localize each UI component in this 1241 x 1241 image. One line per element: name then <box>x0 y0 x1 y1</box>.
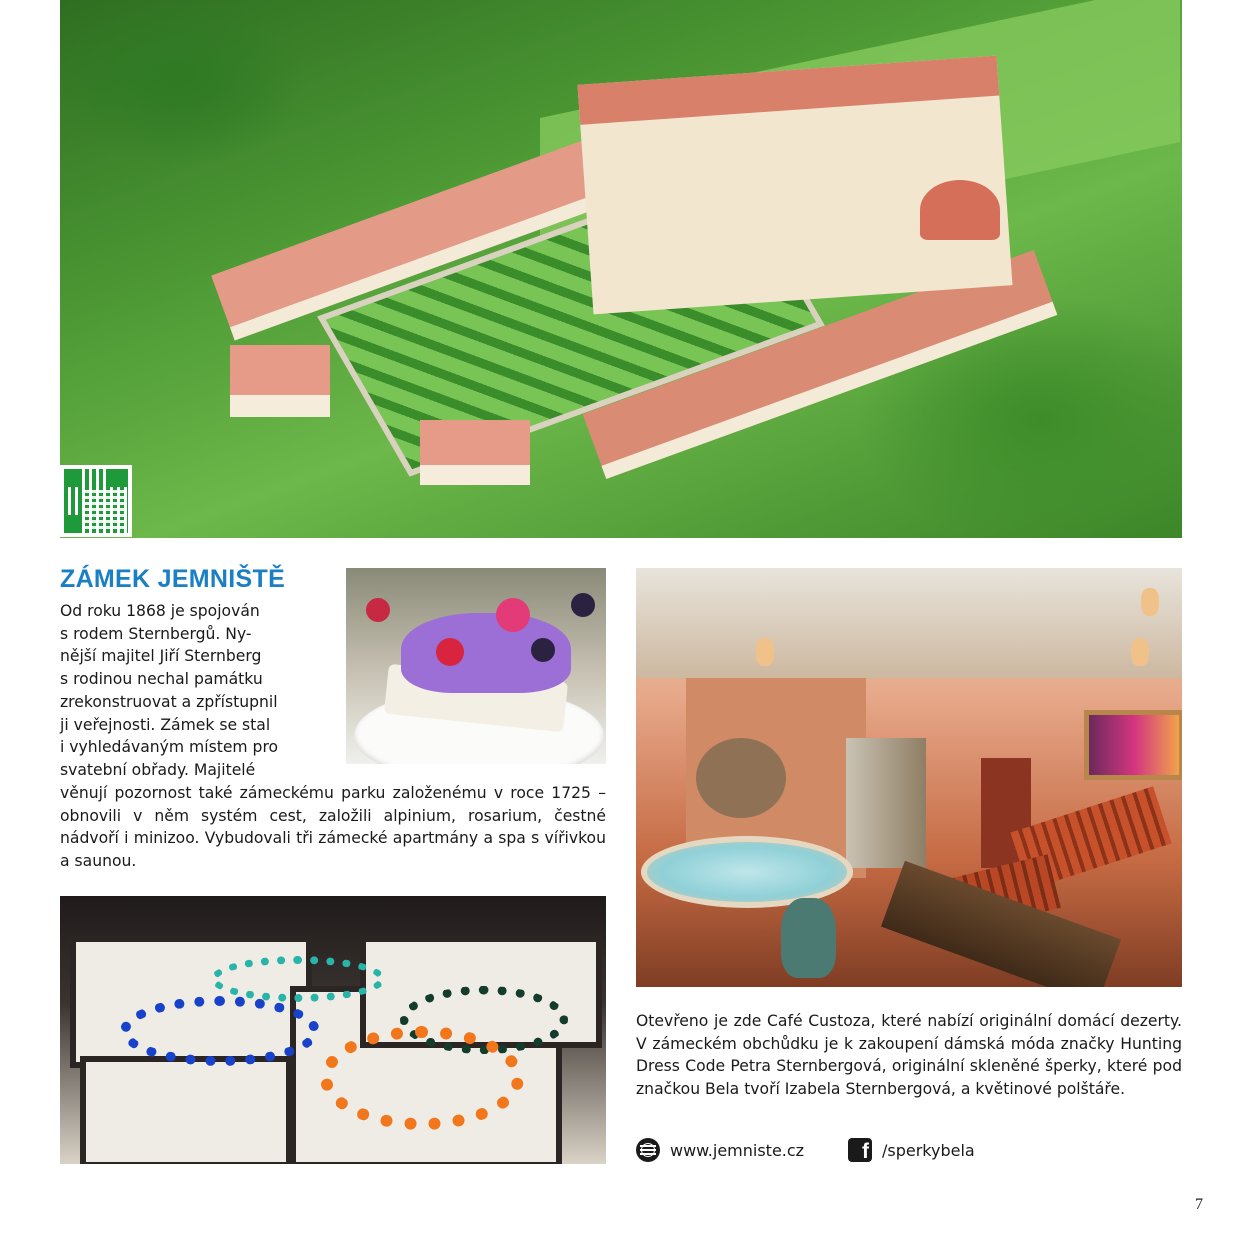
photo-lantern <box>1131 638 1149 666</box>
photo-painting <box>1084 710 1182 780</box>
intro-line: svatební obřady. Majitelé <box>60 760 256 779</box>
intro-paragraph <box>60 600 318 782</box>
photo-chapel-dome <box>920 180 1000 240</box>
photo-jewellery-box <box>80 1056 292 1164</box>
chateau-aerial-photo <box>60 0 1182 538</box>
globe-icon <box>636 1138 660 1162</box>
photo-ceiling <box>636 568 1182 678</box>
photo-blue-necklace <box>120 996 320 1066</box>
intro-line: Od roku 1868 je spojován <box>60 602 260 620</box>
qr-code-pattern <box>64 469 128 533</box>
intro-line: s rodinou nechal památku <box>60 670 263 689</box>
intro-line: zrekonstruovat a zpřístupnil <box>60 692 278 711</box>
website-link[interactable] <box>636 1138 804 1162</box>
intro-line: nější majitel Jiří Sternberg <box>60 647 262 666</box>
photo-lantern <box>1141 588 1159 616</box>
photo-vase <box>781 898 836 978</box>
website-url[interactable]: www.jemniste.cz <box>670 1140 805 1160</box>
facebook-link[interactable] <box>848 1138 975 1162</box>
facebook-handle[interactable]: /sperkybela <box>882 1140 975 1160</box>
intro-line: s rodem Sternbergů. Ny- <box>60 624 252 643</box>
intro-continuation: věnují pozornost také zámeckému parku založenému v roce 1725 – obnovili v něm systém cest, založili alpinium, rosarium, čestné nádvoří i minizoo. Vybudovali tři zámecké apartmány a spa s vířivkou a saunou. <box>60 784 606 871</box>
photo-pavilion <box>230 345 330 417</box>
photo-blackberry <box>531 638 555 662</box>
photo-sauna <box>846 738 926 868</box>
photo-raspberry <box>436 638 464 666</box>
photo-tree-relief <box>696 738 786 818</box>
photo-turquoise-necklace <box>210 956 386 1002</box>
photo-chandelier <box>756 638 774 666</box>
photo-orange-necklace <box>320 1026 524 1130</box>
page-number: 7 <box>1195 1196 1203 1213</box>
dessert-photo <box>346 568 606 764</box>
photo-blackberry <box>571 593 595 617</box>
photo-raspberry <box>366 598 390 622</box>
facebook-icon: f <box>848 1138 872 1162</box>
photo-gatehouse <box>420 420 530 485</box>
jewellery-photo <box>60 896 606 1164</box>
cafe-shop-paragraph: Otevřeno je zde Café Custoza, které nabízí originální domácí dezerty. V zámeckém obchůdku je k zakoupení dámská móda značky Hunting Dress Code Petra Sternbergová, originální skleněné šperky, které pod značkou Bela tvoří Izabela Sternbergová, a květinové polštáře. <box>636 1012 1182 1099</box>
qr-code[interactable] <box>60 465 132 537</box>
intro-line: ji veřejnosti. Zámek se stal <box>60 715 271 734</box>
spa-photo <box>636 568 1182 987</box>
intro-line: i vyhledávaným místem pro <box>60 738 279 757</box>
photo-dragonfruit <box>496 598 530 632</box>
photo-jacuzzi <box>641 836 853 908</box>
article-title: ZÁMEK JEMNIŠTĚ <box>60 565 286 593</box>
